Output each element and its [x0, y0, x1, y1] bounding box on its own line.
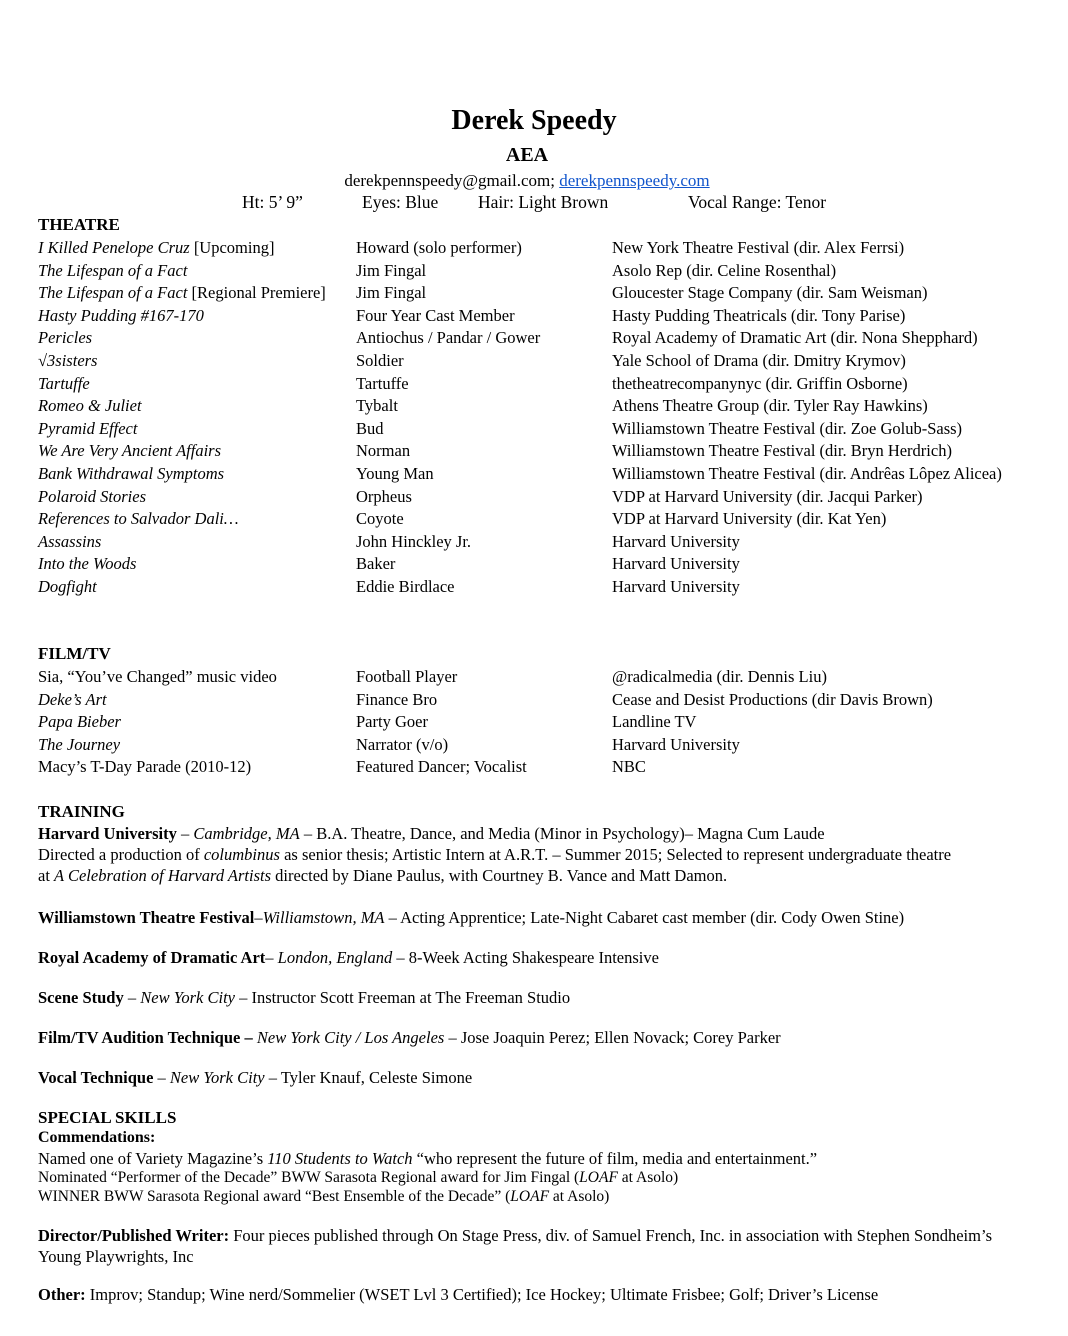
commendation-variety [38, 1148, 817, 1169]
training-school: Williamstown Theatre Festival [38, 908, 255, 927]
commendation-nominated [38, 1168, 678, 1187]
venue-name: Asolo Rep (dir. Celine Rosenthal) [612, 260, 837, 280]
theatre-row [0, 487, 1068, 509]
production-title-italic: Hasty Pudding #167-170 [38, 305, 204, 325]
theatre-row [0, 283, 1068, 305]
production-title [38, 577, 97, 597]
production-title-italic: Tartuffe [38, 373, 90, 393]
training-separator: – [123, 988, 141, 1007]
production-title-italic: Polaroid Stories [38, 486, 147, 506]
role-name: Tartuffe [356, 373, 409, 393]
venue-name: thetheatrecompanynyc (dir. Griffin Osborne) [612, 373, 908, 393]
commendation-italic: 110 Students to Watch [267, 1149, 413, 1168]
theatre-row [0, 509, 1068, 531]
film-title: The Journey [38, 734, 121, 754]
skills-label: Director/Published Writer: [38, 1226, 230, 1245]
training-detail: – Acting Apprentice; Late-Night Cabaret cast member (dir. Cody Owen Stine) [384, 908, 905, 927]
theatre-heading: THEATRE [38, 215, 120, 234]
role-name: Norman [356, 441, 411, 461]
role-name: Jim Fingal [356, 283, 427, 303]
production-company: @radicalmedia (dir. Dennis Liu) [612, 667, 827, 686]
role-name: Antiochus / Pandar / Gower [356, 328, 541, 348]
production-title-italic: √3sisters [38, 351, 98, 370]
production-title [38, 238, 274, 258]
film-title: Macy’s T-Day Parade (2010-12) [38, 757, 252, 777]
website-link[interactable]: derekpennspeedy.com [559, 171, 710, 190]
production-title [38, 261, 187, 281]
film-tv-row [0, 757, 1068, 779]
theatre-row [0, 532, 1068, 554]
training-separator: – [176, 824, 194, 843]
special-skills-heading: SPECIAL SKILLS [38, 1108, 177, 1127]
training-school: Scene Study [38, 988, 124, 1007]
theatre-row [0, 238, 1068, 260]
production-title-italic: Into the Woods [38, 554, 137, 574]
commendation-text: at Asolo) [549, 1188, 610, 1205]
production-title-italic: Pyramid Effect [38, 418, 138, 438]
vocal-range-stat: Vocal Range: Tenor [688, 192, 827, 212]
role-name: Party Goer [356, 712, 428, 732]
theatre-row [0, 328, 1068, 350]
training-location: Williamstown, MA [262, 908, 385, 927]
training-detail: – Instructor Scott Freeman at The Freeman Studio [234, 988, 571, 1007]
role-name: Bud [356, 418, 384, 438]
production-title [38, 306, 204, 326]
production-title-italic: The Lifespan of a Fact [38, 260, 188, 280]
production-title [38, 441, 221, 461]
commendations-label: Commendations: [38, 1129, 156, 1146]
role-name: Finance Bro [356, 689, 438, 709]
venue-name: VDP at Harvard University (dir. Kat Yen) [612, 509, 887, 529]
film-tv-row [0, 735, 1068, 757]
training-detail: – Tyler Knauf, Celeste Simone [264, 1068, 473, 1087]
theatre-row [0, 306, 1068, 328]
commendation-text: WINNER BWW Sarasota Regional award “Best Ensemble of the Decade” ( [38, 1188, 511, 1205]
role-name: John Hinckley Jr. [356, 531, 472, 551]
film-title: Papa Bieber [38, 712, 121, 732]
training-heading: TRAINING [38, 802, 125, 821]
training-separator: – [265, 948, 278, 967]
production-title [38, 487, 146, 507]
training-vocal-technique [38, 1067, 472, 1088]
training-location: New York City / Los Angeles [256, 1028, 445, 1047]
production-title-italic: Pericles [38, 328, 93, 348]
role-name: Narrator (v/o) [356, 734, 449, 754]
venue-name: New York Theatre Festival (dir. Alex Ferrsi) [612, 238, 905, 257]
venue-name: Williamstown Theatre Festival (dir. Bryn Herdrich) [612, 441, 952, 461]
film-title: Sia, “You’ve Changed” music video [38, 667, 277, 686]
training-location: New York City [140, 988, 235, 1007]
production-title [38, 554, 136, 574]
film-title: Deke’s Art [38, 689, 107, 709]
training-williamstown [38, 907, 904, 928]
production-title [38, 396, 142, 416]
theatre-row [0, 464, 1068, 486]
skills-text: Improv; Standup; Wine nerd/Sommelier (WSET Lvl 3 Certified); Ice Hockey; Ultimate Frisbee; Golf; Driver’s License [85, 1285, 879, 1304]
film-tv-row [0, 690, 1068, 712]
training-separator: – [153, 1068, 170, 1087]
skills-other [38, 1284, 878, 1305]
commendation-italic: LOAF [579, 1169, 618, 1186]
film-tv-heading: FILM/TV [38, 644, 111, 663]
training-separator: – [254, 908, 263, 927]
theatre-row [0, 577, 1068, 599]
venue-name: Williamstown Theatre Festival (dir. Zoe Golub-Sass) [612, 418, 963, 438]
theatre-row [0, 374, 1068, 396]
production-title [38, 509, 239, 529]
training-location: London, England [277, 948, 393, 967]
training-school: Royal Academy of Dramatic Art [38, 948, 266, 967]
training-detail: – Jose Joaquin Perez; Ellen Novack; Corey Parker [444, 1028, 781, 1047]
production-title-italic: The Lifespan of a Fact [38, 283, 188, 303]
commendation-winner [38, 1187, 609, 1206]
production-title-italic: References to Salvador Dali… [38, 509, 239, 529]
production-title [38, 351, 97, 371]
venue-name: Hasty Pudding Theatricals (dir. Tony Parise) [612, 305, 906, 325]
height-stat: Ht: 5’ 9” [242, 192, 303, 212]
film-tv-row [0, 712, 1068, 734]
role-name: Featured Dancer; Vocalist [356, 757, 527, 777]
union-affiliation: AEA [505, 144, 549, 166]
theatre-row [0, 351, 1068, 373]
theatre-row [0, 554, 1068, 576]
production-company: Landline TV [612, 712, 697, 732]
venue-name: Royal Academy of Dramatic Art (dir. Nona Shepphard) [612, 328, 978, 348]
theatre-row [0, 441, 1068, 463]
theatre-row [0, 261, 1068, 283]
training-harvard [38, 823, 951, 886]
production-title [38, 464, 224, 484]
venue-name: Gloucester Stage Company (dir. Sam Weisman) [612, 283, 928, 303]
venue-name: Harvard University [612, 531, 740, 551]
training-detail: directed by Diane Paulus, with Courtney B. Vance and Matt Damon. [271, 866, 728, 885]
commendation-italic: LOAF [510, 1188, 550, 1205]
training-detail: – B.A. Theatre, Dance, and Media (Minor in Psychology)– Magna Cum Laude [299, 824, 825, 843]
venue-name: Yale School of Drama (dir. Dmitry Krymov) [612, 351, 906, 370]
production-title-italic: Dogfight [38, 577, 97, 596]
venue-name: VDP at Harvard University (dir. Jacqui Parker) [612, 486, 923, 506]
training-detail-italic: A Celebration of Harvard Artists [54, 866, 272, 885]
production-title-italic: Bank Withdrawal Symptoms [38, 464, 225, 483]
training-detail-italic: columbinus [203, 845, 280, 864]
production-note: [Upcoming] [189, 238, 275, 257]
production-title-italic: I Killed Penelope Cruz [38, 238, 190, 257]
production-title [38, 374, 90, 394]
skills-label: Other: [38, 1285, 86, 1304]
role-name: Orpheus [356, 486, 412, 506]
production-title-italic: We Are Very Ancient Affairs [38, 441, 222, 461]
skills-writer [38, 1225, 992, 1267]
production-note: [Regional Premiere] [187, 283, 326, 303]
training-detail: – 8-Week Acting Shakespeare Intensive [392, 948, 659, 967]
venue-name: Williamstown Theatre Festival (dir. Andrêas Lôpez Alicea) [612, 464, 1002, 483]
training-rada [38, 947, 659, 968]
commendation-text: Named one of Variety Magazine’s [38, 1149, 268, 1168]
training-location: New York City [169, 1068, 265, 1087]
commendation-text: “who represent the future of film, media and entertainment.” [412, 1149, 818, 1168]
production-title [38, 532, 101, 552]
email-text: derekpennspeedy@gmail.com; [344, 171, 555, 190]
training-location: Cambridge, MA [193, 824, 300, 843]
training-detail: at [38, 866, 55, 885]
contact-line [0, 171, 1054, 191]
theatre-row [0, 419, 1068, 441]
venue-name: Harvard University [612, 577, 740, 596]
role-name: Football Player [356, 667, 458, 686]
training-detail: as senior thesis; Artistic Intern at A.R.T. – Summer 2015; Selected to represent undergraduate theatre [279, 845, 952, 864]
venue-name: Harvard University [612, 554, 740, 574]
role-name: Coyote [356, 509, 404, 529]
theatre-row [0, 396, 1068, 418]
training-school: Harvard University [38, 824, 177, 843]
role-name: Tybalt [356, 396, 398, 416]
production-title-italic: Assassins [38, 531, 102, 551]
role-name: Soldier [356, 351, 404, 370]
commendation-text: Nominated “Performer of the Decade” BWW Sarasota Regional award for Jim Fingal ( [38, 1169, 580, 1186]
training-school: Vocal Technique [38, 1068, 154, 1087]
role-name: Eddie Birdlace [356, 577, 455, 596]
production-company: Harvard University [612, 734, 740, 754]
resume-name: Derek Speedy [451, 105, 617, 136]
role-name: Four Year Cast Member [356, 305, 515, 325]
production-title [38, 328, 92, 348]
role-name: Young Man [356, 464, 434, 483]
training-scene-study [38, 987, 570, 1008]
production-title [38, 419, 137, 439]
production-company: Cease and Desist Productions (dir Davis Brown) [612, 689, 933, 709]
training-detail: Directed a production of [38, 845, 204, 864]
hair-stat: Hair: Light Brown [478, 192, 609, 212]
role-name: Jim Fingal [356, 260, 427, 280]
commendation-text: at Asolo) [617, 1169, 679, 1186]
role-name: Howard (solo performer) [356, 238, 522, 257]
production-title [38, 283, 326, 303]
film-tv-row [0, 667, 1068, 689]
training-school: Film/TV Audition Technique – [38, 1028, 257, 1047]
role-name: Baker [356, 554, 396, 574]
production-company: NBC [612, 757, 646, 777]
production-title-italic: Romeo & Juliet [38, 396, 142, 416]
training-film-tv-audition [38, 1027, 781, 1048]
venue-name: Athens Theatre Group (dir. Tyler Ray Hawkins) [612, 396, 928, 416]
skills-text: Four pieces published through On Stage Press, div. of Samuel French, Inc. in association with Stephen Sondheim’s [229, 1226, 992, 1245]
skills-text: Young Playwrights, Inc [38, 1247, 194, 1266]
eyes-stat: Eyes: Blue [362, 192, 439, 212]
